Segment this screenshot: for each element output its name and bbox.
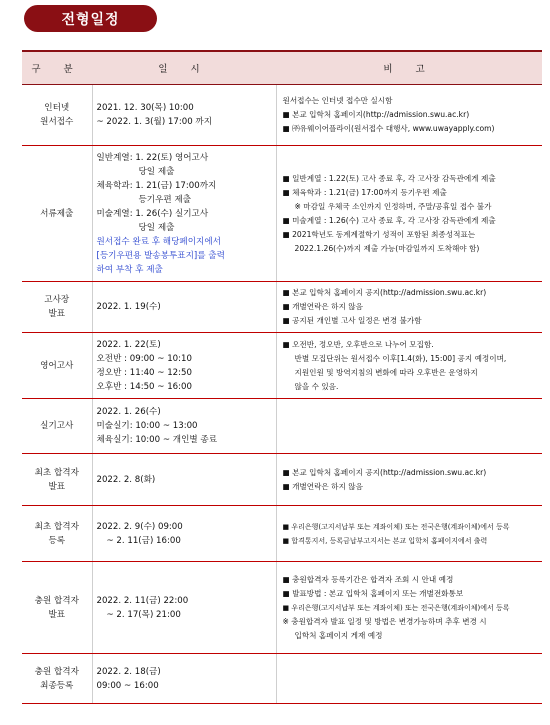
category-line: 최초 합격자 <box>34 521 79 532</box>
date-line: 정오반 : 11:40 ~ 12:50 <box>96 367 192 378</box>
note-line: ■ 우리은행(고지서납부 또는 계좌이체) 또는 전국은행(계좌이체)에서 등록 <box>282 603 510 612</box>
note-line: ■ ㈜유웨이어플라이(원서접수 대행사, www.uwayapply.com) <box>282 124 495 133</box>
note-line: ■ 충원합격자 등록기간은 합격자 조회 시 안내 예정 <box>282 574 454 584</box>
table-row <box>22 399 542 454</box>
note-line: 입학처 홈페이지 게재 예정 <box>294 630 383 640</box>
note-line: ■ 개별연락은 하지 않음 <box>282 302 363 311</box>
row-date <box>92 85 276 146</box>
category-line: 충원 합격자 <box>34 666 79 677</box>
row-note <box>276 399 542 454</box>
category-line: 충원 합격자 <box>34 595 79 606</box>
table-row <box>22 654 542 704</box>
date-line: 2022. 2. 18(금) <box>96 666 161 677</box>
table-row <box>22 85 542 146</box>
date-line: 2022. 2. 11(금) 22:00 <box>96 595 189 606</box>
note-line: ■ 미술계열 : 1.26(수) 고사 종료 후, 각 고사장 감독관에게 제출 <box>282 215 496 225</box>
row-category <box>22 146 92 282</box>
row-note <box>276 562 542 654</box>
table-header-row <box>22 51 542 85</box>
row-category <box>22 454 92 506</box>
date-line: 체육실기: 10:00 ~ 개인별 종료 <box>96 435 218 445</box>
date-line: 당일 제출 <box>138 222 175 233</box>
date-line: 2022. 1. 19(수) <box>96 302 161 312</box>
note-line: 원서접수는 인터넷 접수만 실시함 <box>282 96 393 105</box>
row-date <box>92 333 276 399</box>
date-line: 오후반 : 14:50 ~ 16:00 <box>96 381 192 392</box>
row-note <box>276 85 542 146</box>
note-line: ■ 오전반, 정오반, 오후반으로 나누어 모집함. <box>282 339 434 349</box>
date-line: 일반계열: 1. 22(토) 영어고사 <box>96 152 209 163</box>
row-date <box>92 399 276 454</box>
date-line-highlight: 하여 부착 후 제출 <box>96 264 163 275</box>
note-line: ■ 본교 입학처 홈페이지 공지(http://admission.swu.ac.kr) <box>282 467 487 477</box>
row-note <box>276 282 542 333</box>
note-line: ■ 본교 입학처 홈페이지(http://admission.swu.ac.kr) <box>282 110 470 119</box>
header-date: 일 시 <box>92 51 276 85</box>
schedule-table <box>22 50 542 704</box>
category-line: 발표 <box>48 609 66 620</box>
date-line: 2022. 2. 8(화) <box>96 474 156 485</box>
row-date <box>92 454 276 506</box>
date-line: 당일 제출 <box>138 166 175 177</box>
category-line: 고사장 <box>44 295 70 305</box>
date-line: 오전반 : 09:00 ~ 10:10 <box>96 353 192 364</box>
header-category: 구 분 <box>22 51 92 85</box>
row-note <box>276 454 542 506</box>
table-row <box>22 562 542 654</box>
category-line: 영어고사 <box>40 360 74 371</box>
page-title: 전형일정 <box>24 5 157 32</box>
date-line: 미술실기: 10:00 ~ 13:00 <box>96 421 198 431</box>
date-line: 2021. 12. 30(목) 10:00 <box>96 103 194 113</box>
category-line: 실기고사 <box>40 421 74 431</box>
date-line-highlight: 원서접수 완료 후 해당페이지에서 <box>96 236 221 247</box>
note-line: ■ 합격통지서, 등록금납부고지서는 본교 입학처 홈페이지에서 출력 <box>282 536 488 545</box>
category-line: 원서접수 <box>40 117 74 127</box>
note-line: ■ 체육학과 : 1.21(금) 17:00까지 등기우편 제출 <box>282 187 447 197</box>
row-note <box>276 333 542 399</box>
note-line: ■ 발표방법 : 본교 입학처 홈페이지 또는 개별전화통보 <box>282 588 464 598</box>
note-line: 지원인원 및 방역지침의 변화에 따라 오후반은 운영하지 <box>294 367 478 377</box>
category-line: 최초 합격자 <box>34 467 79 478</box>
category-line: 등록 <box>48 535 66 546</box>
note-line: ■ 2021학년도 동계계절학기 성적이 포함된 최종성적표는 <box>282 229 476 239</box>
table-row <box>22 282 542 333</box>
note-line: 2022.1.26(수)까지 제출 가능(마감일까지 도착해야 함) <box>294 243 480 253</box>
date-line-highlight: [등기우편용 발송봉투표지]를 출력 <box>96 250 225 261</box>
row-note <box>276 654 542 704</box>
row-date <box>92 506 276 562</box>
row-category <box>22 562 92 654</box>
header-note: 비 고 <box>276 51 542 85</box>
date-line: ~ 2. 11(금) 16:00 <box>106 535 181 546</box>
table-row <box>22 333 542 399</box>
date-line: 2022. 1. 22(토) <box>96 339 161 350</box>
category-line: 최종등록 <box>40 680 74 691</box>
table-row <box>22 454 542 506</box>
row-category <box>22 333 92 399</box>
note-line: ■ 일반계열 : 1.22(토) 고사 종료 후, 각 고사장 감독관에게 제출 <box>282 173 496 183</box>
row-note <box>276 146 542 282</box>
date-line: 09:00 ~ 16:00 <box>96 680 159 691</box>
category-line: 발표 <box>48 309 66 319</box>
note-line: 반별 모집단위는 원서접수 이후[1.4(화), 15:00] 공지 예정이며, <box>294 353 507 363</box>
date-line: ~ 2. 17(목) 21:00 <box>106 609 181 620</box>
row-category <box>22 399 92 454</box>
row-date <box>92 654 276 704</box>
row-category <box>22 85 92 146</box>
note-line: ※ 마감일 우체국 소인까지 인정하며, 주말/공휴일 접수 불가 <box>294 201 492 211</box>
row-date <box>92 282 276 333</box>
schedule-table-wrap <box>22 50 542 704</box>
note-line: 않을 수 있음. <box>294 381 339 391</box>
date-line: 2022. 1. 26(수) <box>96 407 161 417</box>
note-line: ■ 우리은행(고지서납부 또는 계좌이체) 또는 전국은행(계좌이체)에서 등록 <box>282 522 510 531</box>
row-date <box>92 562 276 654</box>
note-line: ■ 공지된 개인별 고사 일정은 변경 불가함 <box>282 316 422 325</box>
table-row <box>22 146 542 282</box>
note-line: ■ 개별연락은 하지 않음 <box>282 481 363 491</box>
row-category <box>22 282 92 333</box>
date-line: 체육학과: 1. 21(금) 17:00까지 <box>96 180 217 191</box>
row-note <box>276 506 542 562</box>
category-line: 서류제출 <box>40 208 74 219</box>
date-line: 등기우편 제출 <box>138 194 192 205</box>
category-line: 발표 <box>48 481 66 492</box>
date-line: ~ 2022. 1. 3(월) 17:00 까지 <box>96 117 213 127</box>
row-category <box>22 654 92 704</box>
row-date <box>92 146 276 282</box>
date-line: 2022. 2. 9(수) 09:00 <box>96 521 183 532</box>
row-category <box>22 506 92 562</box>
table-row <box>22 506 542 562</box>
date-line: 미술계열: 1. 26(수) 실기고사 <box>96 208 209 219</box>
note-line: ■ 본교 입학처 홈페이지 공지(http://admission.swu.ac.kr) <box>282 288 487 297</box>
note-line: ※ 충원합격자 발표 일정 및 방법은 변경가능하며 추후 변경 시 <box>282 616 487 626</box>
category-line: 인터넷 <box>44 103 70 113</box>
